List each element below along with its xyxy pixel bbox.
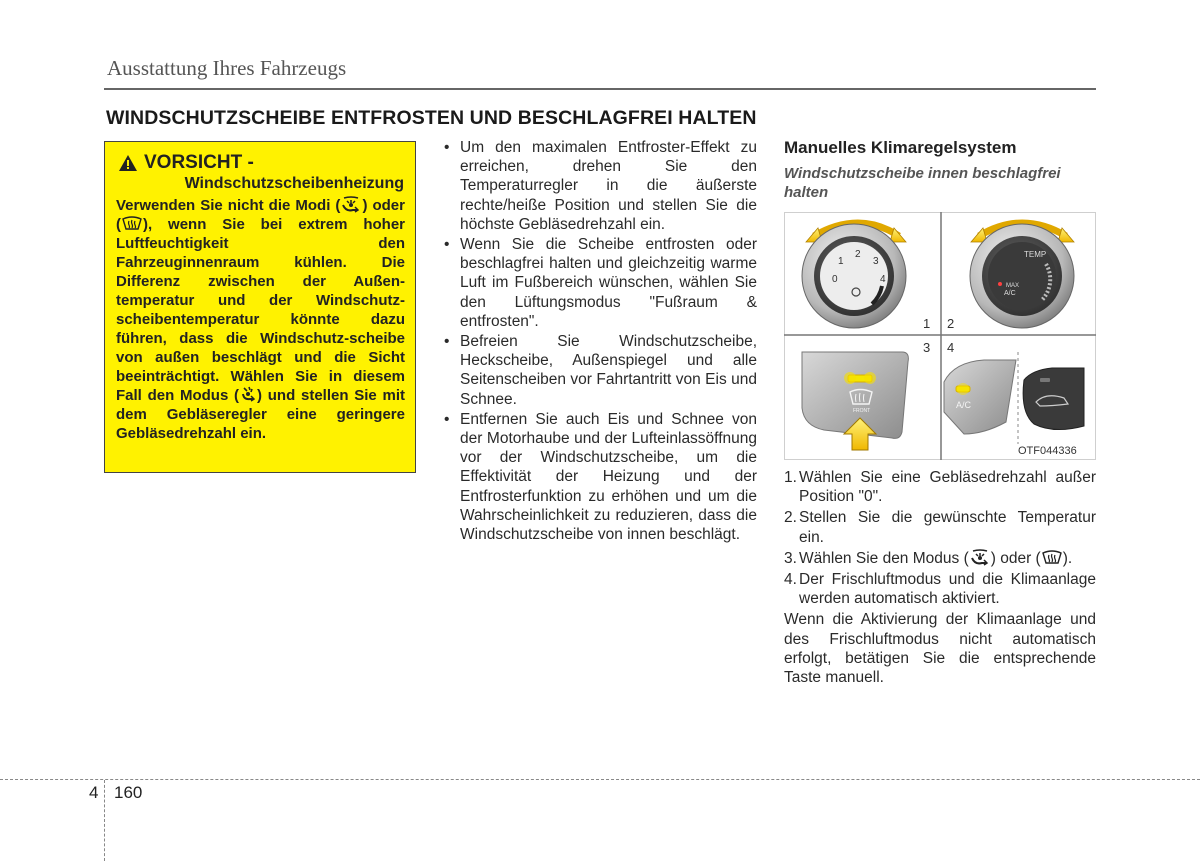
ac-button-illustration — [944, 360, 1016, 434]
panel-label-4: 4 — [947, 340, 955, 355]
figure-code: OTF044336 — [1018, 445, 1077, 457]
step-number: 1. — [784, 469, 797, 486]
step-number: 3. — [784, 549, 797, 567]
caution-title-text: VORSICHT - — [144, 152, 254, 173]
right-column — [784, 138, 1096, 202]
running-header: Ausstattung Ihres Fahrzeugs — [107, 56, 347, 80]
page-number: 160 — [114, 783, 143, 802]
fan-tick-4: 4 — [880, 274, 886, 285]
caution-text-2: ) — [362, 197, 368, 214]
step-text-b: ) oder ( — [990, 549, 1041, 567]
floor-defrost-mode-icon — [239, 386, 257, 403]
step-item — [784, 508, 1096, 546]
closing-paragraph: Wenn die Aktivierung der Klimaanlage und des Frischluftmodus nicht automatisch erfolgt, betätigen Sie die entsprechende Taste manuell. — [784, 611, 1096, 687]
climate-control-figure — [784, 212, 1096, 460]
chapter-number: 4 — [89, 783, 99, 802]
step-text-a: Wählen Sie den Modus ( — [799, 549, 969, 567]
defrost-floor-mode-icon — [969, 549, 991, 566]
steps-list — [784, 468, 1096, 687]
bullet-list — [443, 138, 757, 545]
panel-label-2: 2 — [947, 316, 955, 331]
fan-tick-3: 3 — [873, 256, 879, 267]
fan-speed-knob — [802, 223, 906, 328]
panel-label-1: 1 — [923, 316, 931, 331]
max-ac-label-1: MAX — [1006, 283, 1020, 289]
header-rule — [104, 88, 1096, 90]
defrost-floor-mode-icon — [340, 196, 362, 213]
step-text-c: ). — [1062, 549, 1073, 567]
warning-icon — [118, 154, 138, 172]
fan-tick-1: 1 — [838, 256, 844, 267]
caution-text-4: ), wenn Sie bei extrem hoher Luftfeuchtigkeit den Fahrzeuginnenraum kühlen. Die Differenz zwischen der Außen-temperatur und der Windschutz-scheibentemperatur könnte dazu führen, dass die Windschutz-scheibe von außen beschlägt und die Sicht beeinträchtigt. Wählen Sie in diesem Fall den Modus ( — [116, 216, 405, 404]
step-item — [784, 549, 1096, 568]
front-defrost-icon — [121, 215, 143, 232]
step-item — [784, 468, 1096, 506]
footer-rule — [0, 779, 1200, 780]
caution-text-1: Verwenden Sie nicht die Modi ( — [116, 197, 341, 214]
caution-text — [116, 196, 405, 443]
step-text: Der Frischluftmodus und die Klimaanlage werden automatisch aktiviert. — [799, 571, 1096, 608]
panel-label-3: 3 — [923, 340, 931, 355]
step-text: Wählen Sie eine Gebläsedrehzahl außer Position "0". — [799, 469, 1096, 506]
caution-text-3: oder ( — [116, 197, 405, 233]
step-text: Stellen Sie die gewünschte Temperatur ein. — [799, 509, 1096, 546]
bullet-item: • Wenn Sie die Scheibe entfrosten oder beschlagfrei halten und gleichzeitig warme Luft im Fußbereich wünschen, wählen Sie den Lüftungsmodus "Fußraum & entfrosten". — [443, 235, 757, 331]
climate-control-illustration — [784, 212, 1096, 460]
caution-box — [104, 141, 416, 473]
step-item — [784, 570, 1096, 608]
temperature-knob — [970, 223, 1074, 328]
right-subheading: Windschutzscheibe innen beschlagfrei halten — [784, 165, 1061, 201]
step-number: 4. — [784, 571, 797, 589]
caution-text-5: ) und stellen Sie mit dem Gebläseregler eine geringere Gebläsedrehzahl ein. — [116, 387, 405, 442]
max-ac-label-2: A/C — [1004, 290, 1016, 297]
temp-label: TEMP — [1024, 250, 1047, 259]
recirculation-button-illustration — [1023, 368, 1084, 430]
bullet-item: • Entfernen Sie auch Eis und Schnee von der Motorhaube und der Lufteinlassöffnung vor der Windschutzscheibe, um die Effektivität der Heizung und der Entfrosterfunktion zu erhöhen und um die Wahrscheinlichkeit zu reduzieren, dass die Windschutzscheibe von innen beschlägt. — [443, 410, 757, 544]
fan-tick-0: 0 — [832, 274, 838, 285]
bullet-item: • Befreien Sie Windschutzscheibe, Heckscheibe, Außenspiegel und alle Seitenscheiben vor Fahrtantritt von Eis und Schnee. — [443, 332, 757, 409]
fan-tick-2: 2 — [855, 249, 861, 260]
front-label: FRONT — [853, 408, 871, 414]
footer-vertical-rule — [104, 780, 105, 861]
front-defrost-icon — [1041, 549, 1063, 566]
ac-label: A/C — [956, 400, 972, 410]
right-heading: Manuelles Klimaregelsystem — [784, 138, 1017, 157]
bullet-item: • Um den maximalen Entfroster-Effekt zu erreichen, drehen Sie den Temperaturregler in die äußerste rechte/heiße Position und stellen Sie die höchste Gebläsedrehzahl ein. — [443, 138, 757, 234]
section-title: WINDSCHUTZSCHEIBE ENTFROSTEN UND BESCHLAGFREI HALTEN — [106, 107, 757, 129]
caution-subtitle: Windschutzscheibenheizung — [184, 175, 404, 192]
caution-title — [118, 152, 405, 174]
step-number: 2. — [784, 509, 797, 527]
